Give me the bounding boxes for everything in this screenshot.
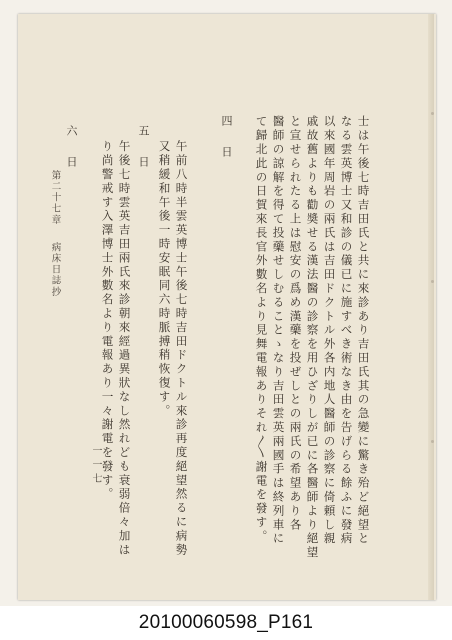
- text-column: て歸北此の日賀來長官外數名より見舞電報ありそれ〳〵謝電を發す。: [254, 115, 269, 544]
- day-marker-number: 五: [137, 125, 150, 156]
- text-column: 又稍緩和午後一時安眠同六時脈搏稍恢復す。: [157, 140, 172, 418]
- day-marker-suffix: 日: [137, 156, 150, 187]
- text-column: り尚警戒す入澤博士外數名より電報あり一々謝電を發す。: [100, 140, 115, 502]
- day-marker: [221, 115, 232, 177]
- text-column: と宣せられたる上は慰安の爲め漢藥を投ぜしとの兩氏の希望あり各: [288, 115, 303, 532]
- catalog-id-label: 20100060598_P161: [138, 612, 314, 633]
- day-marker-number: 四: [220, 115, 233, 146]
- day-marker-suffix: 日: [220, 146, 233, 177]
- day-marker-number: 六: [65, 125, 78, 156]
- book-page: [18, 14, 436, 600]
- running-header-title: 病床日誌抄: [49, 242, 61, 298]
- day-marker: [66, 125, 77, 187]
- day-marker: [138, 125, 149, 187]
- running-header-chapter: 第二十七章: [49, 170, 61, 226]
- binding-hole: [431, 440, 434, 443]
- text-column: 醫師の諒解を得て投藥せしむることゝなり吉田雲英兩國手は終列車に: [271, 115, 286, 546]
- day-marker-suffix: 日: [65, 156, 78, 187]
- text-column: 戚故舊よりも勸奬せる漢法醫の診察を用ひざりしが已に各醫師より絕望: [305, 115, 320, 560]
- text-column: 以來國年周岩の兩氏は吉田ドクトル外各内地人醫師の診察に倚頼し親: [322, 115, 337, 546]
- page-edge: [428, 14, 434, 600]
- text-column: 午前八時半雲英博士午後七時吉田ドクトル來診再度絕望然るに病勢: [174, 140, 189, 557]
- text-column: なる雲英博士又和診の儀已に施すべき術なき由を告げらる餘ふに發病: [339, 115, 354, 546]
- binding-hole: [431, 112, 434, 115]
- text-column: 午後七時雲英吉田兩氏來診朝來經過異狀なし然れども衰弱倍々加は: [117, 140, 132, 557]
- text-column: 士は午後七時吉田氏と共に來診あり吉田氏其の急變に驚き殆ど絕望と: [356, 115, 371, 546]
- page-number: 一一七: [90, 445, 101, 487]
- binding-hole: [431, 280, 434, 283]
